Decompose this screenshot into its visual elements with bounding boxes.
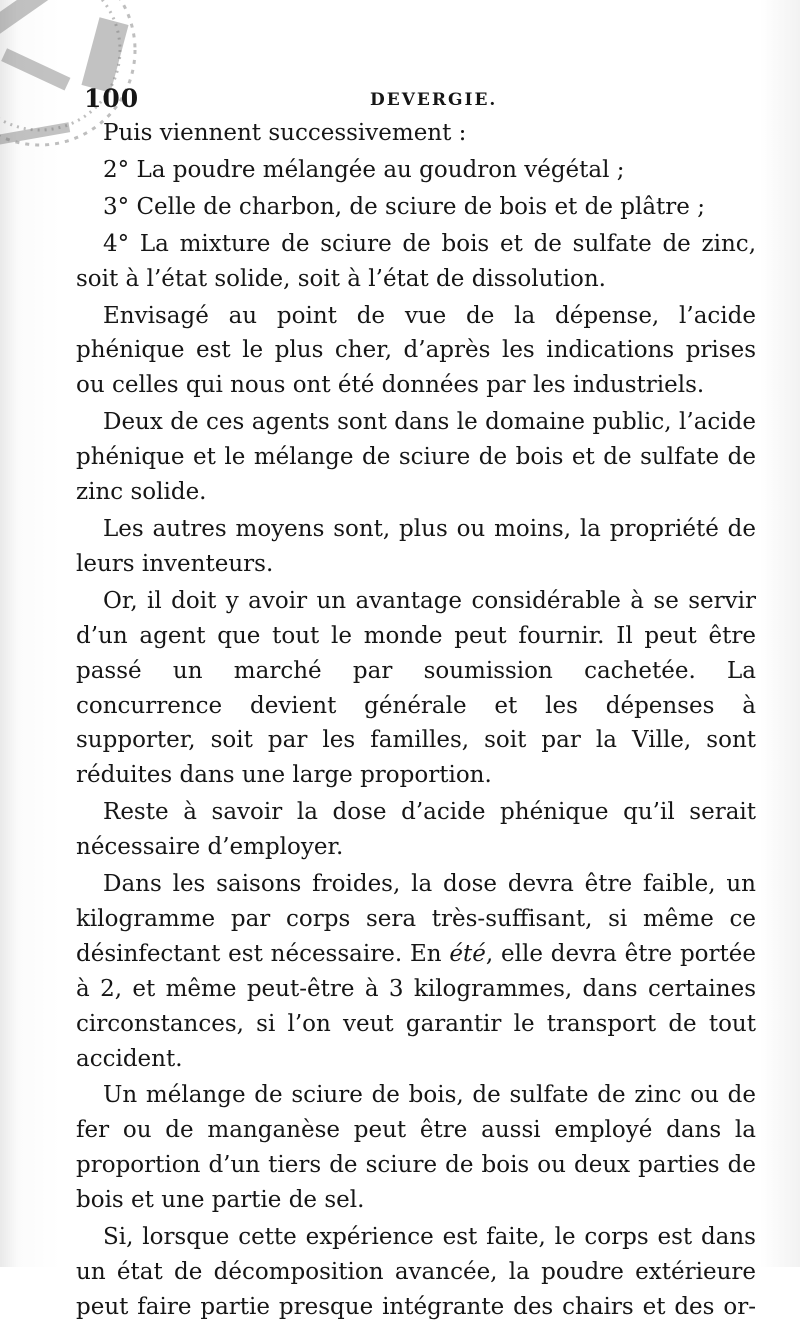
page-header — [84, 84, 734, 114]
paragraph: Or, il doit y avoir un avantage considérable à se servir d’un agent que tout le monde peut fournir. Il peut être passé un marché par soumission cachetée. La concurrence devient générale et les dépenses à supporter, soit par les familles, soit par la Ville, sont réduites dans une large proportion. — [76, 587, 756, 789]
paragraph: Si, lorsque cette expérience est faite, le corps est dans un état de décomposition avancée, la poudre extérieure peut faire partie presque intégrante des chairs et des or- — [76, 1224, 756, 1320]
paragraph: Puis viennent successivement : — [103, 120, 467, 146]
list-item: 3° Celle de charbon, de sciure de bois et de plâtre ; — [103, 193, 705, 220]
paragraph: Un mélange de sciure de bois, de sulfate de zinc ou de fer ou de manganèse peut être aussi employé dans la proportion d’un tiers de sciure de bois ou deux parties de bois et une partie de sel. — [76, 1082, 756, 1214]
list-item: 2° La poudre mélangée au goudron végétal ; — [103, 156, 625, 183]
paragraph: Reste à savoir la dose d’acide phénique qu’il serait nécessaire d’employer. — [76, 799, 756, 861]
paragraph: Deux de ces agents sont dans le domaine public, l’acide phénique et le mélange de sciure de bois et de sulfate de zinc solide. — [76, 409, 756, 506]
paragraph-text: Dans les saisons froides, la dose devra être faible, un kilogramme par corps sera très-suffisant, si même ce désinfectant est nécessaire. En — [76, 871, 756, 967]
paragraph-dose — [76, 867, 756, 1076]
paragraph: Les autres moyens sont, plus ou moins, la propriété de leurs inventeurs. — [76, 515, 756, 577]
paragraph-text: , elle devra être portée à 2, et même peut-être à 3 kilogrammes, dans certaines circonstances, si l’on veut garantir le transport de tout accident. — [76, 940, 756, 1072]
running-title: DEVERGIE. — [370, 90, 498, 110]
emphasis-word: été — [449, 940, 486, 967]
body-text — [76, 116, 756, 1327]
page-number: 100 — [84, 84, 140, 113]
list-item: 4° La mixture de sciure de bois et de sulfate de zinc, soit à l’état solide, soit à l’état de dissolution. — [76, 230, 756, 292]
paragraph: Envisagé au point de vue de la dépense, l’acide phénique est le plus cher, d’après les indications prises ou celles qui nous ont été données par les industriels. — [76, 302, 756, 399]
